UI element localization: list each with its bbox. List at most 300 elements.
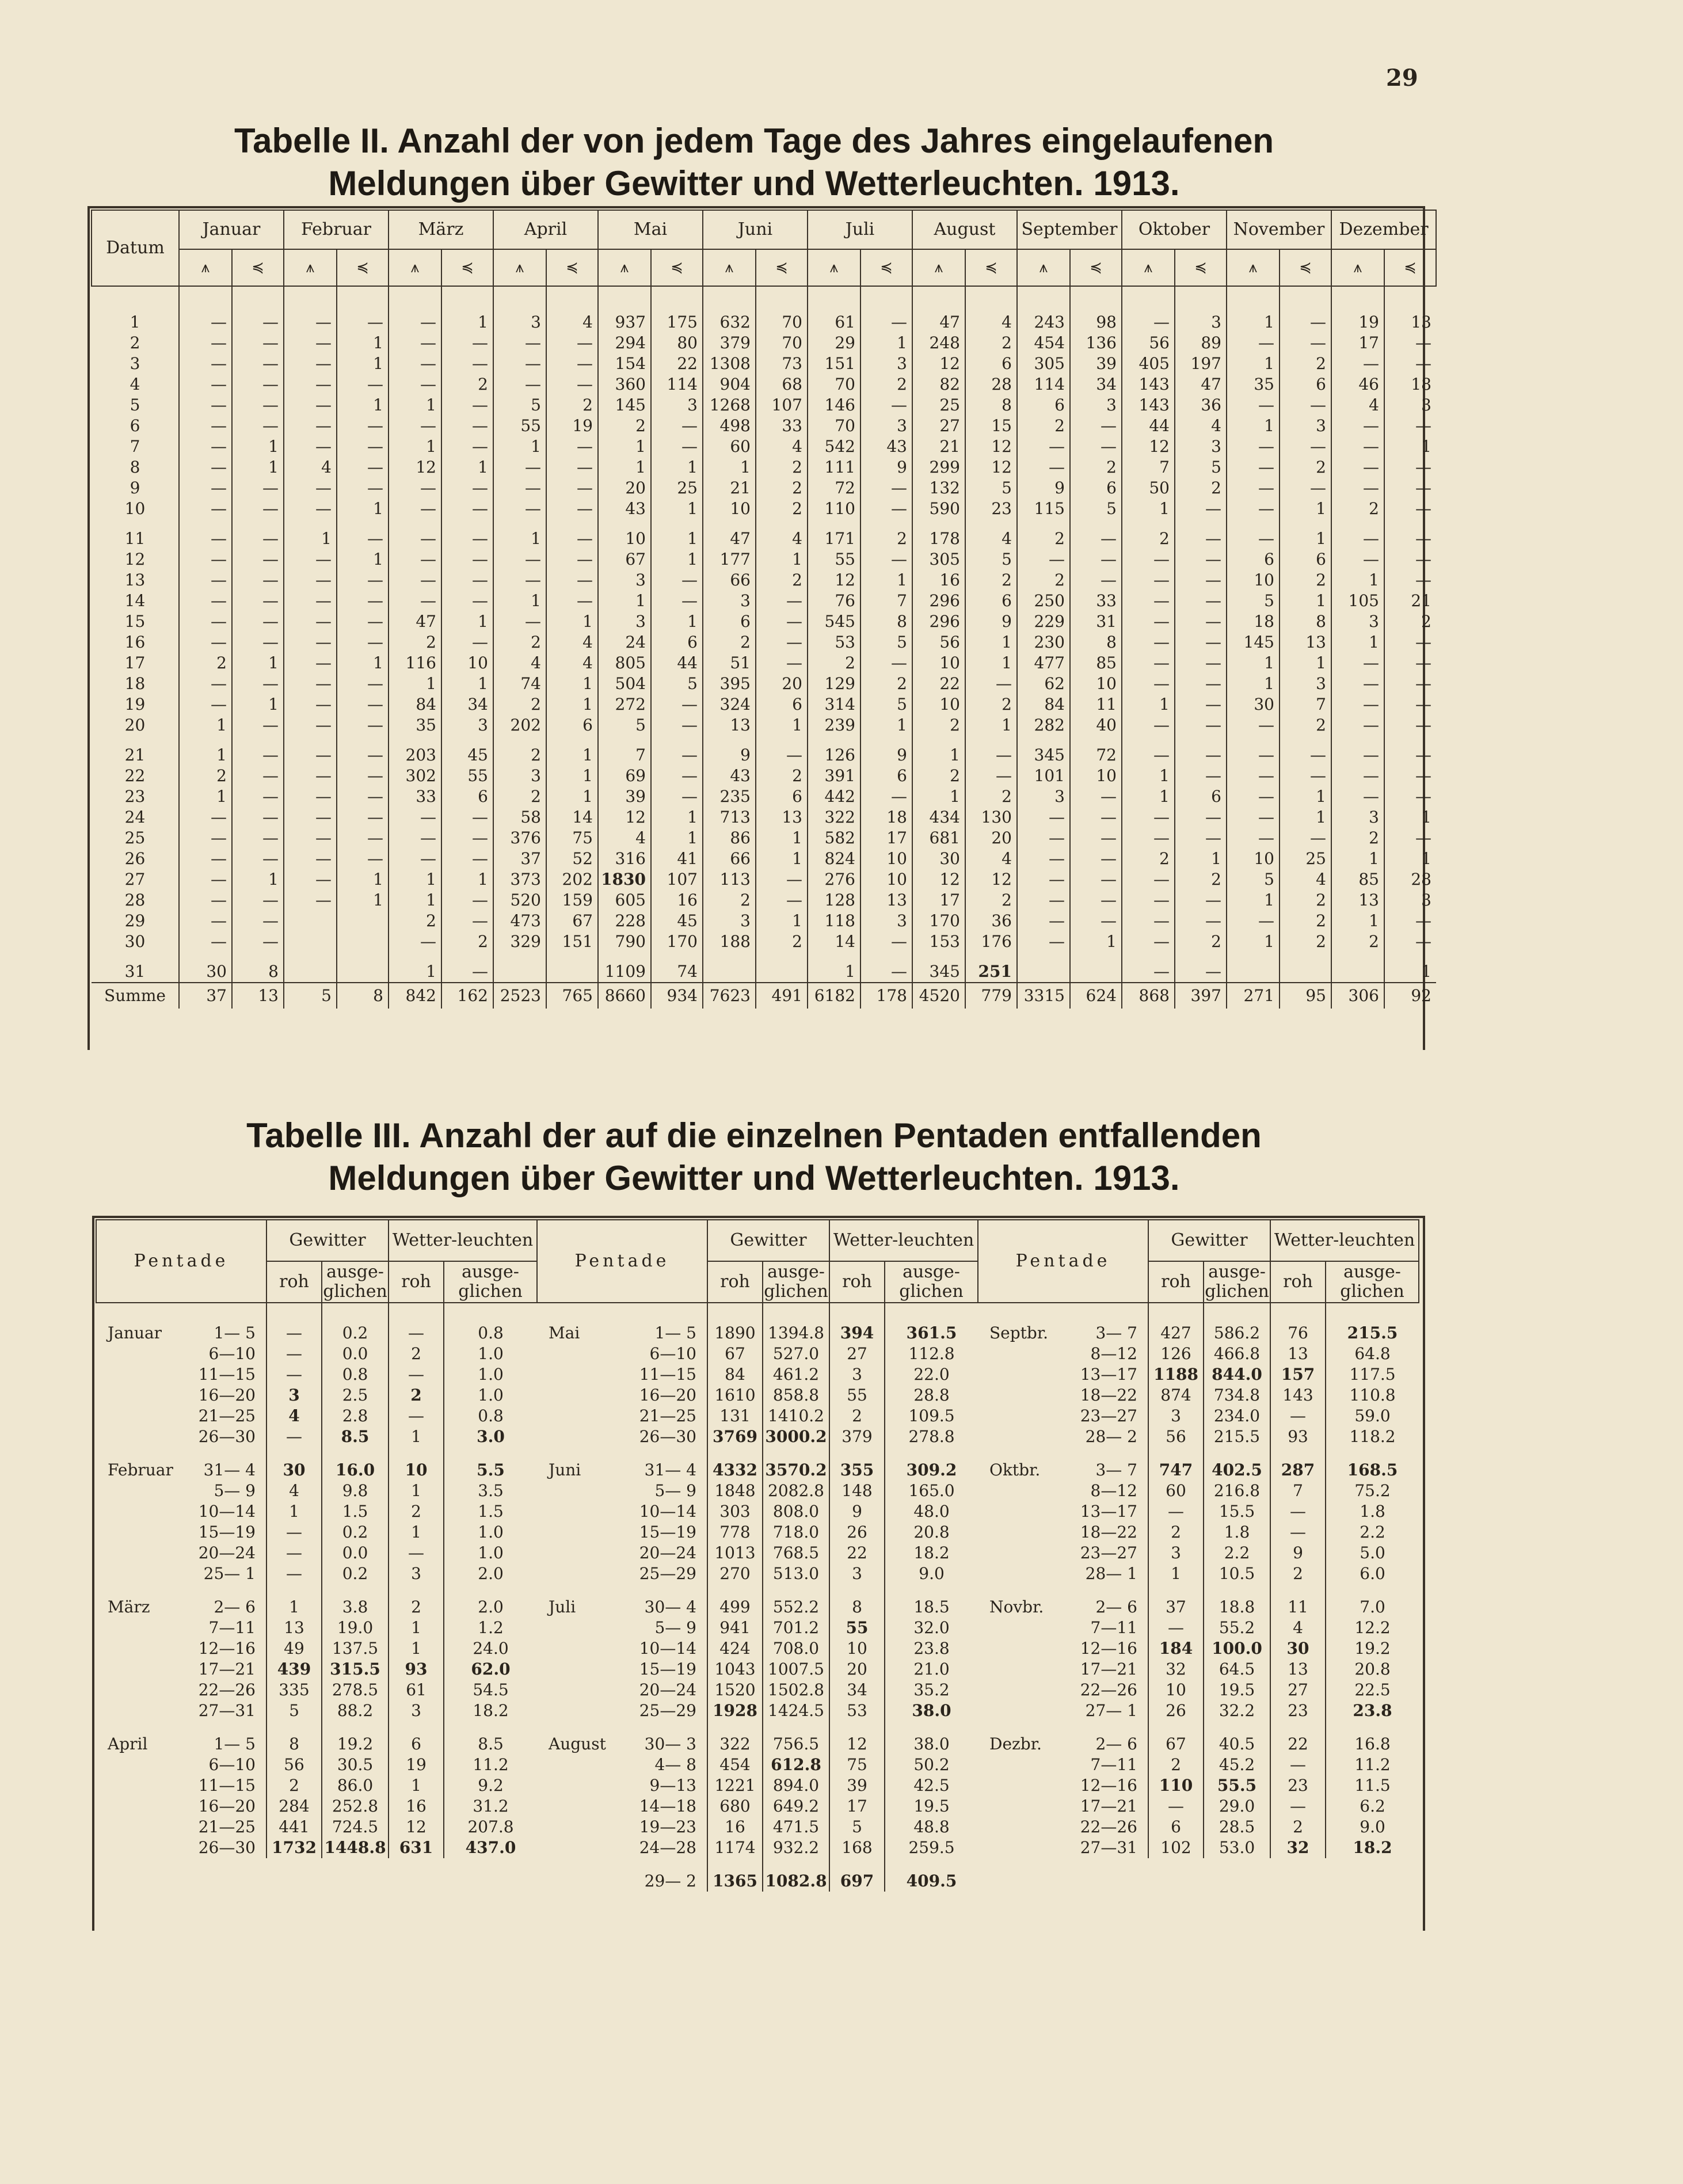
month-label [978,1563,1070,1584]
pentade-row [96,1700,537,1721]
month-label [537,1344,629,1364]
value-cell: 10.5 [1204,1563,1270,1584]
count-cell: 7 [1122,457,1175,478]
pentade-row [96,1775,537,1796]
count-cell: — [651,416,703,436]
count-cell: 16 [912,570,965,591]
count-cell: — [284,694,337,715]
count-cell: 3 [441,715,493,736]
value-cell: 34 [829,1680,885,1700]
value-cell: 932.2 [763,1837,829,1858]
lightning-symbol: ≼ [1070,249,1122,286]
value-cell: 1.5 [322,1501,389,1522]
count-cell: 10 [1070,674,1122,694]
value-cell: 17 [829,1796,885,1817]
day-row [92,786,1436,807]
pentade-row [537,1344,978,1364]
count-cell: 8 [965,395,1017,416]
count-cell: 1 [651,549,703,570]
count-cell: — [1331,416,1384,436]
pentade-row [537,1501,978,1522]
count-cell: 1 [546,745,598,766]
value-cell: 1732 [266,1837,322,1858]
month-header: März [389,210,493,249]
count-cell: 272 [598,694,651,715]
pentade-range: 4— 8 [654,1755,696,1774]
value-cell: 19.0 [322,1618,389,1638]
count-cell: — [179,549,232,570]
count-cell: — [284,499,337,519]
count-cell: 345 [1017,745,1070,766]
value-cell: 22 [1270,1734,1326,1755]
count-cell: 230 [1017,632,1070,653]
value-cell: 808.0 [763,1501,829,1522]
count-cell: — [232,353,284,374]
count-cell: 250 [1017,591,1070,611]
count-cell: — [232,549,284,570]
pentade-table-column [96,1219,538,1858]
count-cell: — [651,766,703,786]
value-cell: 1.0 [444,1522,537,1543]
value-cell: 20 [829,1659,885,1680]
count-cell: 1 [651,457,703,478]
count-cell: 1 [441,869,493,890]
count-cell: 70 [808,374,860,395]
value-cell: 1174 [707,1837,763,1858]
count-cell: 824 [808,849,860,869]
value-cell: 379 [829,1426,885,1447]
summe-cell: 934 [651,983,703,1009]
count-cell: 43 [860,436,912,457]
count-cell: — [756,591,808,611]
count-cell: 22 [651,353,703,374]
count-cell: — [546,591,598,611]
summe-cell: 8 [337,983,389,1009]
count-cell: — [337,715,389,736]
count-cell: 2 [1280,911,1331,931]
count-cell: 202 [546,869,598,890]
count-cell: 143 [1122,395,1175,416]
count-cell: — [441,591,493,611]
count-cell: 176 [965,931,1017,952]
count-cell: 477 [1017,653,1070,674]
count-cell: 1 [546,694,598,715]
value-cell: 361.5 [885,1323,978,1344]
value-cell: 27 [1270,1680,1326,1700]
count-cell: 2 [756,931,808,952]
count-cell: 130 [965,807,1017,828]
value-cell: 0.8 [444,1406,537,1426]
count-cell: — [493,457,546,478]
count-cell: — [1227,457,1280,478]
count-cell: — [1384,549,1436,570]
pentade-range: 14—18 [639,1797,696,1816]
count-cell: 14 [808,931,860,952]
value-cell: 1365 [707,1871,763,1892]
month-label [96,1426,188,1447]
count-cell: — [1175,828,1227,849]
month-label [537,1638,629,1659]
count-cell: — [493,611,546,632]
count-cell: 46 [1331,374,1384,395]
count-cell: 197 [1175,353,1227,374]
value-cell: 18.2 [885,1543,978,1563]
pentade-row [537,1817,978,1837]
count-cell: — [337,807,389,828]
count-cell: — [232,786,284,807]
day-row [92,549,1436,570]
roh-header: roh [829,1261,885,1303]
count-cell: — [179,931,232,952]
month-label [96,1522,188,1543]
day-label: 29 [124,911,146,930]
count-cell: — [1017,457,1070,478]
count-cell: 89 [1175,333,1227,353]
count-cell: 379 [703,333,756,353]
count-cell: 203 [389,745,441,766]
count-cell: 3 [860,416,912,436]
value-cell: 441 [266,1817,322,1837]
count-cell: 3 [1070,395,1122,416]
count-cell: 1109 [598,961,651,983]
pentade-range: 11—15 [198,1776,256,1795]
count-cell: 170 [651,931,703,952]
count-cell: — [493,549,546,570]
count-cell: 60 [703,436,756,457]
count-cell: 75 [546,828,598,849]
value-cell: 3 [389,1563,444,1584]
pentade-range: 30— 4 [644,1597,696,1616]
month-label: Dezbr. [989,1734,1042,1753]
value-cell: 734.8 [1204,1385,1270,1406]
count-cell: 29 [808,333,860,353]
count-cell [1331,961,1384,983]
day-label: 17 [124,653,146,672]
count-cell: 9 [965,611,1017,632]
month-header: Juni [703,210,808,249]
thunderstorm-symbol: ⩚ [1122,249,1175,286]
value-cell: 513.0 [763,1563,829,1584]
value-cell: 1 [1148,1563,1204,1584]
gewitter-header: Gewitter [266,1220,389,1261]
count-cell: 61 [808,312,860,333]
count-cell: — [441,499,493,519]
count-cell: 1 [337,353,389,374]
table3-title [92,1114,1416,1200]
month-label [537,1659,629,1680]
value-cell: 2 [389,1597,444,1618]
pentade-range: 17—21 [1080,1660,1137,1679]
value-cell: 45.2 [1204,1755,1270,1775]
count-cell: — [965,674,1017,694]
count-cell: — [284,436,337,457]
month-label: Februar [108,1460,173,1479]
count-cell: 2 [441,374,493,395]
count-cell: 1 [232,694,284,715]
value-cell: 184 [1148,1638,1204,1659]
roh-header: roh [1270,1261,1326,1303]
day-label: 28 [124,891,146,910]
value-cell: 1188 [1148,1364,1204,1385]
pentade-range: 29— 2 [644,1871,696,1890]
summe-cell: 271 [1227,983,1280,1009]
pentade-range: 23—27 [1080,1406,1137,1425]
value-cell: 53 [829,1700,885,1721]
pentade-range: 25— 1 [203,1564,256,1583]
count-cell: — [232,828,284,849]
lightning-symbol: ≼ [1384,249,1436,286]
count-cell: 55 [808,549,860,570]
count-cell: — [284,570,337,591]
count-cell: 1 [1227,674,1280,694]
count-cell: 45 [651,911,703,931]
count-cell: 10 [912,653,965,674]
summe-cell: 842 [389,983,441,1009]
count-cell: — [441,333,493,353]
value-cell: 427 [1148,1323,1204,1344]
count-cell: — [179,478,232,499]
month-label: Septbr. [989,1323,1049,1342]
count-cell: 6 [1070,478,1122,499]
count-cell: — [441,528,493,549]
count-cell: 1 [756,911,808,931]
value-cell: 844.0 [1204,1364,1270,1385]
pentade-row [537,1426,978,1447]
count-cell: — [284,416,337,436]
value-cell: 2 [829,1406,885,1426]
count-cell: — [651,715,703,736]
summe-cell: 868 [1122,983,1175,1009]
count-cell: 5 [598,715,651,736]
pentade-range: 10—14 [198,1502,256,1521]
month-label [537,1563,629,1584]
value-cell: 2.5 [322,1385,389,1406]
count-cell: — [179,528,232,549]
count-cell: 4 [598,828,651,849]
value-cell: 22.5 [1326,1680,1419,1700]
count-cell: 2 [1175,931,1227,952]
count-cell: 1 [1227,353,1280,374]
value-cell: 527.0 [763,1344,829,1364]
pentade-range: 1— 5 [214,1734,256,1753]
pentade-row [978,1364,1419,1385]
day-row [92,632,1436,653]
thunderstorm-symbol: ⩚ [912,249,965,286]
day-row [92,807,1436,828]
count-cell: 19 [1331,312,1384,333]
value-cell: — [389,1364,444,1385]
pentade-table-column [536,1219,978,1892]
month-label: Januar [108,1323,162,1342]
table2-title-line2: Meldungen über Gewitter und Wetterleuchten. 1913. [328,164,1180,203]
count-cell: — [179,869,232,890]
count-cell: 1 [1280,528,1331,549]
value-cell: 322 [707,1734,763,1755]
pentade-range: 6—10 [208,1344,256,1363]
count-cell: 10 [912,694,965,715]
count-cell: 6 [860,766,912,786]
count-cell: 276 [808,869,860,890]
value-cell: 0.0 [322,1543,389,1563]
count-cell: 1 [1280,499,1331,519]
count-cell: 41 [651,849,703,869]
pentade-range: 11—15 [639,1365,696,1384]
count-cell: 85 [1070,653,1122,674]
value-cell: 454 [707,1755,763,1775]
wetterleuchten-header: Wetter-leuchten [829,1220,978,1261]
pentade-range: 12—16 [198,1639,256,1658]
value-cell: — [1270,1755,1326,1775]
value-cell: 1410.2 [763,1406,829,1426]
count-cell: 322 [808,807,860,828]
count-cell: 1 [1384,961,1436,983]
value-cell: 2 [389,1344,444,1364]
value-cell: 10 [1148,1680,1204,1700]
count-cell: — [284,353,337,374]
pentade-range: 5— 9 [654,1618,696,1637]
count-cell: — [337,632,389,653]
count-cell: — [1122,611,1175,632]
count-cell: 25 [651,478,703,499]
month-label [978,1522,1070,1543]
value-cell: 5 [266,1700,322,1721]
count-cell: — [179,694,232,715]
count-cell: 7 [860,591,912,611]
day-row [92,715,1436,736]
day-label: 7 [130,437,140,456]
value-cell: 13 [1270,1344,1326,1364]
count-cell [337,931,389,952]
value-cell: 1.0 [444,1344,537,1364]
thunderstorm-symbol: ⩚ [1227,249,1280,286]
pentade-header: Pentade [96,1220,266,1303]
day-label: 25 [124,828,146,847]
count-cell: — [546,374,598,395]
month-header: Oktober [1122,210,1227,249]
value-cell: 649.2 [763,1796,829,1817]
count-cell: 110 [808,499,860,519]
count-cell: 31 [1070,611,1122,632]
count-cell: — [1175,890,1227,911]
value-cell: 18.2 [1326,1837,1419,1858]
count-cell: 4 [546,312,598,333]
day-row [92,869,1436,890]
ausgeglichen-header: ausge-glichen [322,1261,389,1303]
count-cell: 143 [1122,374,1175,395]
count-cell: 1 [651,611,703,632]
pentade-range: 15—19 [639,1523,696,1542]
value-cell: 1424.5 [763,1700,829,1721]
count-cell: — [651,694,703,715]
count-cell: 1 [441,611,493,632]
roh-header: roh [389,1261,444,1303]
month-label [978,1837,1070,1858]
count-cell: 30 [912,849,965,869]
count-cell: — [389,333,441,353]
count-cell: 18 [1384,374,1436,395]
count-cell: 9 [1017,478,1070,499]
value-cell: 3.5 [444,1481,537,1501]
count-cell [756,961,808,983]
count-cell: — [284,674,337,694]
value-cell: 53.0 [1204,1837,1270,1858]
count-cell: 13 [1331,890,1384,911]
count-cell: — [546,570,598,591]
count-cell: 790 [598,931,651,952]
value-cell: 2.0 [444,1563,537,1584]
pentade-row [96,1817,537,1837]
pentade-row [96,1543,537,1563]
month-header: August [912,210,1017,249]
value-cell: 84 [707,1364,763,1385]
count-cell: 1 [1175,849,1227,869]
count-cell [284,961,337,983]
count-cell: 8 [1280,611,1331,632]
value-cell: 4 [266,1481,322,1501]
count-cell: — [1331,528,1384,549]
count-cell: — [284,745,337,766]
count-cell: 67 [546,911,598,931]
count-cell: 3 [703,591,756,611]
count-cell: 1 [1384,849,1436,869]
value-cell: 32 [1148,1659,1204,1680]
count-cell: 3 [1384,395,1436,416]
value-cell: — [1148,1618,1204,1638]
roh-header: roh [266,1261,322,1303]
summe-cell: 178 [860,983,912,1009]
value-cell: 10 [389,1460,444,1481]
count-cell: 2 [1122,528,1175,549]
value-cell: 8.5 [444,1734,537,1755]
value-cell: 1 [266,1597,322,1618]
count-cell: — [337,457,389,478]
value-cell: 471.5 [763,1817,829,1837]
count-cell: — [1122,961,1175,983]
count-cell: 50 [1122,478,1175,499]
pentade-row [978,1385,1419,1406]
pentade-row [537,1597,978,1618]
value-cell: 13 [266,1618,322,1638]
count-cell: — [179,333,232,353]
count-cell: — [441,911,493,931]
count-cell: 2 [703,890,756,911]
count-cell: — [284,849,337,869]
count-cell: 43 [598,499,651,519]
pentade-row [96,1755,537,1775]
day-row [92,591,1436,611]
pentade-row [537,1659,978,1680]
count-cell: 1 [1331,632,1384,653]
pentade-range: 22—26 [1080,1817,1137,1836]
value-cell: 2.8 [322,1406,389,1426]
count-cell: 345 [912,961,965,983]
count-cell: 6 [651,632,703,653]
count-cell: 2 [1070,457,1122,478]
count-cell: 3 [703,911,756,931]
count-cell: 4 [1280,869,1331,890]
pentade-row [96,1460,537,1481]
pentade-range: 10—14 [639,1639,696,1658]
value-cell: 5.5 [444,1460,537,1481]
count-cell: 1 [441,457,493,478]
day-row [92,395,1436,416]
count-cell: 44 [651,653,703,674]
pentade-range: 18—22 [1080,1386,1137,1405]
value-cell: 778 [707,1522,763,1543]
count-cell: 1 [1122,786,1175,807]
pentade-range: 3— 7 [1095,1460,1137,1479]
lightning-symbol: ≼ [1175,249,1227,286]
